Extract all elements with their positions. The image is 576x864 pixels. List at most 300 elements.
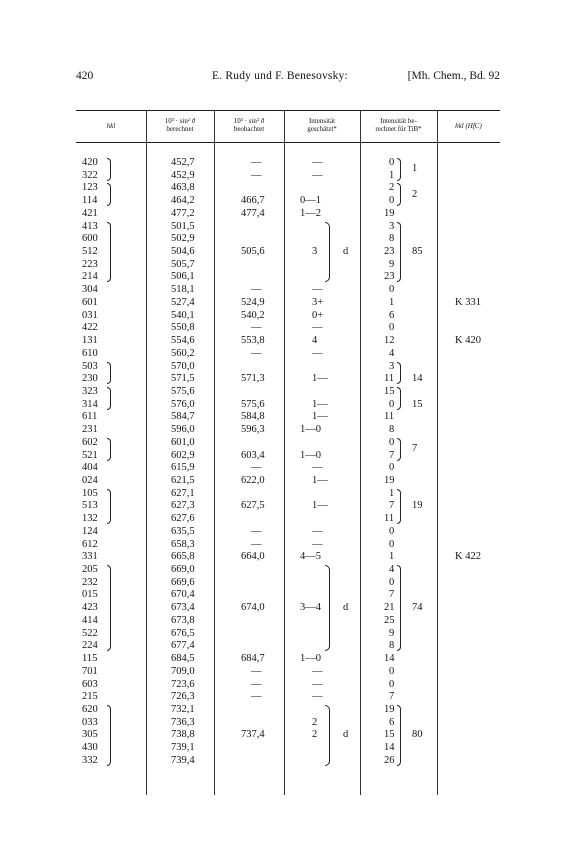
cell-ber: 677,4 — [171, 640, 195, 652]
cell-rech: 0 — [389, 157, 395, 168]
cell-hkl: 503 — [82, 360, 98, 372]
cell-beo: 596,3 — [241, 424, 265, 436]
cell-rech: 0 — [389, 436, 395, 448]
cell-hkl: 031 — [82, 309, 98, 321]
cell-hkl: 231 — [82, 424, 98, 436]
table-row — [0, 181, 576, 194]
table-row — [0, 207, 576, 220]
brace — [107, 222, 111, 283]
column-header-hkl — [76, 122, 146, 130]
brace — [107, 438, 111, 461]
cell-hkl: 612 — [82, 538, 98, 550]
cell-beo: 584,8 — [241, 411, 265, 423]
cell-rech: 25 — [384, 614, 395, 626]
cell-ber: 723,6 — [171, 678, 195, 690]
cell-beo: 505,6 — [241, 246, 265, 258]
column-header-line: berechnet — [166, 125, 194, 133]
cell-rech: 1 — [389, 551, 395, 563]
cell-beo: 524,9 — [241, 296, 265, 308]
cell-ber: 550,8 — [171, 322, 195, 334]
table-row — [0, 716, 576, 729]
cell-hkl: 404 — [82, 462, 98, 474]
cell-rech: 3 — [389, 360, 395, 372]
brace — [107, 387, 111, 410]
cell-ber: 621,5 — [171, 475, 195, 486]
brace — [397, 158, 401, 181]
table-row — [0, 754, 576, 767]
cell-int: 1—2 — [300, 207, 321, 219]
cell-rech: 0 — [389, 525, 395, 537]
table-row — [0, 588, 576, 601]
table-row — [0, 665, 576, 678]
column-header-hkl-hfc — [437, 122, 500, 130]
cell-ber: 502,9 — [171, 233, 195, 245]
cell-ber: 670,4 — [171, 589, 195, 601]
cell-beo: — — [251, 538, 262, 550]
group-intensity-sum: 74 — [412, 602, 423, 614]
cell-ber: 584,7 — [171, 411, 195, 423]
cell-ber: 709,0 — [171, 665, 195, 677]
cell-int: — — [312, 284, 323, 296]
cell-rech: 1 — [389, 296, 395, 308]
cell-hkl: 131 — [82, 335, 98, 347]
cell-rech: 0 — [389, 462, 395, 474]
table-row — [0, 512, 576, 525]
cell-hkl: 015 — [82, 589, 98, 601]
page-number: 420 — [76, 70, 94, 82]
cell-hkl: 132 — [82, 513, 98, 525]
cell-int: — — [312, 538, 323, 550]
cell-rech: 21 — [384, 602, 395, 614]
cell-ber: 635,5 — [171, 525, 195, 537]
cell-hkl: 620 — [82, 703, 98, 715]
cell-hkl: 602 — [82, 436, 98, 448]
cell-hkl: 314 — [82, 398, 98, 410]
cell-hkl: 224 — [82, 640, 98, 652]
cell-hkl: 522 — [82, 627, 98, 639]
cell-rech: 0 — [389, 678, 395, 690]
cell-rech: 15 — [384, 385, 395, 397]
cell-ber: 463,8 — [171, 182, 195, 194]
column-header-intensitaet-geschaetzt — [284, 117, 360, 133]
brace — [397, 438, 401, 461]
column-header-beobachtet — [214, 117, 284, 133]
cell-ber: 570,0 — [171, 360, 195, 372]
cell-hkl: 105 — [82, 487, 98, 499]
brace — [397, 565, 401, 651]
cell-rech: 0 — [389, 398, 395, 410]
table-row — [0, 614, 576, 627]
table-row — [0, 550, 576, 563]
brace — [325, 222, 330, 283]
cell-rech: 23 — [384, 271, 395, 283]
cell-ber: 576,0 — [171, 398, 195, 410]
cell-int: — — [312, 691, 323, 703]
group-intensity-sum: 7 — [412, 443, 418, 455]
cell-hkl: 603 — [82, 678, 98, 690]
cell-hkl: 232 — [82, 576, 98, 588]
cell-ber: 736,3 — [171, 716, 195, 728]
column-header-line: rechnet für TiB* — [375, 125, 422, 133]
cell-hkl: 701 — [82, 665, 98, 677]
cell-ber: 739,1 — [171, 742, 195, 754]
cell-rech: 9 — [389, 627, 395, 639]
cell-beo: — — [251, 322, 262, 334]
column-header-line: geschätzt* — [307, 125, 337, 133]
brace — [325, 705, 330, 766]
brace — [325, 565, 330, 651]
cell-hkl: 223 — [82, 258, 98, 270]
cell-rech: 15 — [384, 729, 395, 741]
cell-rech: 11 — [384, 411, 395, 423]
cell-beo: 553,8 — [241, 335, 265, 347]
cell-int: 3 — [312, 246, 318, 258]
cell-hkl: 124 — [82, 525, 98, 537]
table-row — [0, 741, 576, 754]
cell-ber: 627,3 — [171, 500, 195, 512]
column-header-line: 10³ · sin² ϑ — [164, 117, 196, 125]
cell-ber: 627,1 — [171, 487, 195, 499]
cell-hkl: 123 — [82, 182, 98, 194]
table-row — [0, 232, 576, 245]
cell-hkl: 304 — [82, 284, 98, 296]
table-row — [0, 627, 576, 640]
cell-int: — — [312, 322, 323, 334]
cell-rech: 0 — [389, 195, 395, 207]
cell-rech: 6 — [389, 716, 395, 728]
cell-hkl: 430 — [82, 742, 98, 754]
table-row — [0, 449, 576, 462]
cell-ber: 601,0 — [171, 436, 195, 448]
cell-int: 1— — [312, 373, 328, 385]
column-header-line: 10³ · sin² ϑ — [233, 117, 265, 125]
cell-hkl: 422 — [82, 322, 98, 334]
cell-ber: 627,6 — [171, 513, 195, 525]
cell-ber: 540,1 — [171, 309, 195, 321]
cell-rech: 11 — [384, 373, 395, 385]
cell-rech: 0 — [389, 284, 395, 296]
cell-rech: 19 — [384, 207, 395, 219]
cell-beo: — — [251, 678, 262, 690]
cell-rech: 8 — [389, 233, 395, 245]
column-header-line: Intensität be- — [380, 117, 417, 125]
cell-int: — — [312, 525, 323, 537]
cell-rech: 14 — [384, 742, 395, 754]
table-row — [0, 487, 576, 500]
cell-rech: 7 — [389, 449, 395, 461]
cell-beo: — — [251, 525, 262, 537]
cell-ber: 665,8 — [171, 551, 195, 563]
cell-ber: 684,5 — [171, 653, 195, 665]
cell-hkl: 512 — [82, 246, 98, 258]
cell-hkl: 513 — [82, 500, 98, 512]
cell-hkl: 421 — [82, 207, 98, 219]
cell-beo: — — [251, 157, 262, 168]
cell-int: — — [312, 169, 323, 181]
cell-ber: 669,0 — [171, 564, 195, 576]
cell-int: 1— — [312, 500, 328, 512]
cell-hkl: 115 — [82, 653, 98, 665]
cell-ber: 658,3 — [171, 538, 195, 550]
column-header-line: Intensität — [308, 117, 336, 125]
cell-hkl: 230 — [82, 373, 98, 385]
cell-ber: 518,1 — [171, 284, 195, 296]
table-row — [0, 398, 576, 411]
cell-beo: 575,6 — [241, 398, 265, 410]
cell-rech: 0 — [389, 665, 395, 677]
cell-ber: 732,1 — [171, 703, 195, 715]
cell-hkl: 323 — [82, 385, 98, 397]
cell-rech: 1 — [389, 169, 395, 181]
group-intensity-sum: 1 — [412, 163, 418, 175]
cell-ber: 501,5 — [171, 220, 195, 232]
cell-hkl: 305 — [82, 729, 98, 741]
cell-beo: 674,0 — [241, 602, 265, 614]
cell-beo: 737,4 — [241, 729, 265, 741]
cell-rech: 2 — [389, 182, 395, 194]
table-row — [0, 690, 576, 703]
cell-rech: 8 — [389, 424, 395, 436]
table-row — [0, 576, 576, 589]
table-row — [0, 639, 576, 652]
cell-rech: 4 — [389, 347, 395, 359]
cell-int: 3+ — [312, 296, 324, 308]
group-intensity-sum: 15 — [412, 398, 423, 410]
cell-int: — — [312, 347, 323, 359]
cell-hkl: 024 — [82, 475, 98, 486]
cell-beo: 540,2 — [241, 309, 265, 321]
table-row — [0, 678, 576, 691]
cell-hkl: 414 — [82, 614, 98, 626]
cell-ber: 452,7 — [171, 157, 195, 168]
cell-hkl: 114 — [82, 195, 98, 207]
group-intensity-sum: 80 — [412, 729, 423, 741]
cell-hkl: 214 — [82, 271, 98, 283]
column-header-intensitaet-berechnet — [360, 117, 437, 133]
table-row — [0, 309, 576, 322]
cell-ber: 452,9 — [171, 169, 195, 181]
cell-rech: 23 — [384, 246, 395, 258]
cell-ber: 602,9 — [171, 449, 195, 461]
cell-int: — — [312, 462, 323, 474]
table-row — [0, 283, 576, 296]
cell-int: 4 — [312, 335, 318, 347]
cell-beo: 477,4 — [241, 207, 265, 219]
cell-ber: 504,6 — [171, 246, 195, 258]
group-intensity-sum: 85 — [412, 246, 423, 258]
cell-int: 4—5 — [300, 551, 321, 563]
cell-ber: 739,4 — [171, 754, 195, 766]
cell-int: 1—0 — [300, 653, 321, 665]
cell-beo: — — [251, 347, 262, 359]
table-row — [0, 525, 576, 538]
cell-ber: 673,4 — [171, 602, 195, 614]
group-intensity-sum: 2 — [412, 188, 418, 200]
cell-ber: 669,6 — [171, 576, 195, 588]
cell-rech: 7 — [389, 691, 395, 703]
table-row — [0, 474, 576, 487]
brace — [397, 705, 401, 766]
cell-rech: 0 — [389, 576, 395, 588]
cell-int: 0—1 — [300, 195, 321, 207]
cell-hkl: 332 — [82, 754, 98, 766]
group-d-marker: d — [343, 602, 349, 614]
table-row — [0, 245, 576, 258]
cell-rech: 4 — [389, 564, 395, 576]
cell-hkl: 521 — [82, 449, 98, 461]
brace — [107, 183, 111, 206]
cell-hkl: 610 — [82, 347, 98, 359]
cell-int: — — [312, 157, 323, 168]
brace — [397, 489, 401, 524]
cell-beo: — — [251, 691, 262, 703]
table-row — [0, 563, 576, 576]
group-intensity-sum: 14 — [412, 373, 423, 385]
cell-rech: 9 — [389, 258, 395, 270]
cell-rech: 12 — [384, 335, 395, 347]
cell-ber: 575,6 — [171, 385, 195, 397]
brace — [107, 705, 111, 766]
cell-rech: 14 — [384, 653, 395, 665]
table-row — [0, 538, 576, 551]
table-row — [0, 728, 576, 741]
group-d-marker: d — [343, 729, 349, 741]
cell-rech: 11 — [384, 513, 395, 525]
cell-rech: 19 — [384, 475, 395, 486]
cell-rech: 0 — [389, 538, 395, 550]
cell-hic: K 422 — [455, 551, 481, 563]
cell-int: 1— — [312, 411, 328, 423]
column-header-hkl-text: hkl — [106, 122, 116, 130]
brace — [107, 489, 111, 524]
cell-ber: 615,9 — [171, 462, 195, 474]
cell-ber: 554,6 — [171, 335, 195, 347]
cell-hkl: 420 — [82, 157, 98, 168]
cell-ber: 726,3 — [171, 691, 195, 703]
cell-rech: 6 — [389, 309, 395, 321]
table-row — [0, 436, 576, 449]
table-row — [0, 220, 576, 233]
cell-ber: 505,7 — [171, 258, 195, 270]
column-header-line: beobachtet — [233, 125, 265, 133]
cell-rech: 7 — [389, 589, 395, 601]
cell-int: 2 — [312, 729, 318, 741]
cell-beo: 664,0 — [241, 551, 265, 563]
cell-int: 2 — [312, 716, 318, 728]
cell-int: 1— — [312, 398, 328, 410]
cell-int: 1—0 — [300, 424, 321, 436]
table-row — [0, 360, 576, 373]
cell-beo: — — [251, 462, 262, 474]
cell-rech: 7 — [389, 500, 395, 512]
table-row — [0, 347, 576, 360]
brace — [107, 362, 111, 385]
cell-hkl: 215 — [82, 691, 98, 703]
brace — [397, 183, 401, 206]
cell-ber: 571,5 — [171, 373, 195, 385]
cell-hkl: 601 — [82, 296, 98, 308]
cell-hkl: 423 — [82, 602, 98, 614]
cell-ber: 738,8 — [171, 729, 195, 741]
brace — [397, 362, 401, 385]
table-row — [0, 703, 576, 716]
cell-hkl: 413 — [82, 220, 98, 232]
table-row — [0, 423, 576, 436]
cell-rech: 26 — [384, 754, 395, 766]
brace — [397, 222, 401, 283]
brace — [107, 565, 111, 651]
cell-int: 3—4 — [300, 602, 321, 614]
table-row — [0, 499, 576, 512]
cell-ber: 464,2 — [171, 195, 195, 207]
cell-hkl: 205 — [82, 564, 98, 576]
table-row — [0, 410, 576, 423]
cell-ber: 527,4 — [171, 296, 195, 308]
cell-ber: 506,1 — [171, 271, 195, 283]
cell-beo: — — [251, 284, 262, 296]
cell-rech: 19 — [384, 703, 395, 715]
cell-beo: 466,7 — [241, 195, 265, 207]
cell-hkl: 600 — [82, 233, 98, 245]
cell-hkl: 033 — [82, 716, 98, 728]
cell-ber: 673,8 — [171, 614, 195, 626]
cell-rech: 8 — [389, 640, 395, 652]
cell-int: — — [312, 665, 323, 677]
cell-hic: K 331 — [455, 296, 481, 308]
cell-rech: 1 — [389, 487, 395, 499]
cell-ber: 477,2 — [171, 207, 195, 219]
cell-beo: 684,7 — [241, 653, 265, 665]
column-header-berechnet — [146, 117, 214, 133]
cell-hkl: 611 — [82, 411, 98, 423]
cell-beo: 627,5 — [241, 500, 265, 512]
cell-hkl: 322 — [82, 169, 98, 181]
cell-beo: 622,0 — [241, 475, 265, 486]
cell-beo: 571,3 — [241, 373, 265, 385]
cell-rech: 0 — [389, 322, 395, 334]
cell-int: 0+ — [312, 309, 324, 321]
running-authors: E. Rudy und F. Benesovsky: — [212, 70, 348, 82]
cell-hkl: 331 — [82, 551, 98, 563]
table-row — [0, 372, 576, 385]
table-row — [0, 461, 576, 474]
journal-reference: [Mh. Chem., Bd. 92 — [407, 70, 500, 82]
cell-beo: — — [251, 169, 262, 181]
column-header-hkl-hfc-text: hkl (HfC) — [455, 122, 482, 130]
cell-int: 1— — [312, 475, 328, 486]
cell-hic: K 420 — [455, 335, 481, 347]
group-intensity-sum: 19 — [412, 500, 423, 512]
table-row — [0, 296, 576, 309]
table-row — [0, 156, 576, 169]
cell-int: — — [312, 678, 323, 690]
cell-beo: — — [251, 665, 262, 677]
running-header — [76, 70, 500, 88]
table-row — [0, 601, 576, 614]
table-row — [0, 270, 576, 283]
table-row — [0, 652, 576, 665]
cell-ber: 676,5 — [171, 627, 195, 639]
table-row — [0, 334, 576, 347]
cell-ber: 596,0 — [171, 424, 195, 436]
table-row — [0, 385, 576, 398]
cell-int: 1—0 — [300, 449, 321, 461]
table-row — [0, 258, 576, 271]
table-row — [0, 321, 576, 334]
table-row — [0, 169, 576, 182]
cell-beo: 603,4 — [241, 449, 265, 461]
table-row — [0, 194, 576, 207]
